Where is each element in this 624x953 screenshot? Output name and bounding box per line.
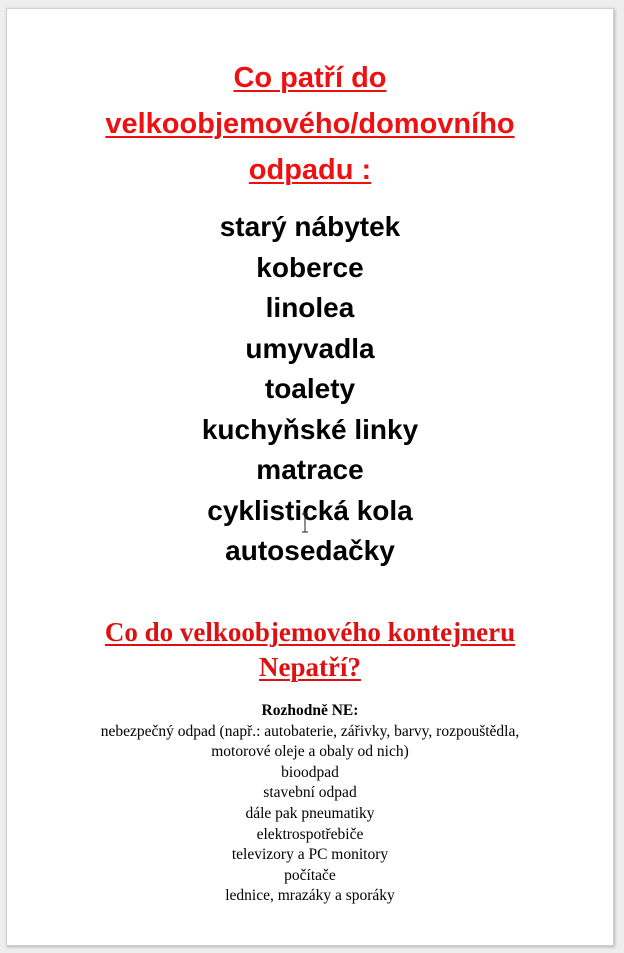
allowed-item: koberce: [256, 251, 364, 283]
heading-allowed: [7, 55, 613, 193]
allowed-item: matrace: [256, 454, 364, 485]
allowed-item: linolea: [265, 292, 355, 323]
allowed-item: starý nábytek: [219, 211, 401, 242]
allowed-item: cyklistická kola: [207, 494, 413, 526]
forbidden-item: lednice, mrazáky a sporáky: [225, 887, 395, 905]
allowed-item: autosedačky: [225, 535, 395, 566]
forbidden-item: bioodpad: [281, 763, 339, 781]
forbidden-item: motorové oleje a obaly od nich): [211, 743, 409, 761]
heading-allowed-line-3: odpadu :: [248, 154, 372, 186]
forbidden-item: elektrospotřebiče: [256, 825, 364, 843]
forbidden-item: dále pak pneumatiky: [245, 804, 375, 822]
text-cursor-icon: [301, 513, 309, 533]
allowed-item: kuchyňské linky: [201, 413, 419, 445]
allowed-item: toalety: [264, 373, 356, 404]
document-page: [6, 8, 614, 946]
forbidden-items-list: [7, 701, 613, 907]
allowed-items-list: [7, 207, 613, 572]
allowed-item: umyvadla: [245, 332, 375, 364]
heading-allowed-line-2: velkoobjemového/domovního: [105, 108, 515, 140]
forbidden-item: televizory a PC monitory: [231, 846, 389, 864]
heading-allowed-line-1: Co patří do: [233, 62, 387, 94]
heading-forbidden: [7, 615, 613, 685]
forbidden-item: počítače: [284, 866, 336, 884]
forbidden-label: Rozhodně NE:: [261, 702, 359, 719]
forbidden-item: stavební odpad: [263, 784, 357, 802]
heading-forbidden-line-1: Co do velkoobjemového kontejneru: [104, 617, 516, 647]
forbidden-item: nebezpečný odpad (např.: autobaterie, zářivky, barvy, rozpouštědla,: [100, 722, 520, 740]
heading-forbidden-line-2: Nepatří?: [259, 652, 361, 682]
